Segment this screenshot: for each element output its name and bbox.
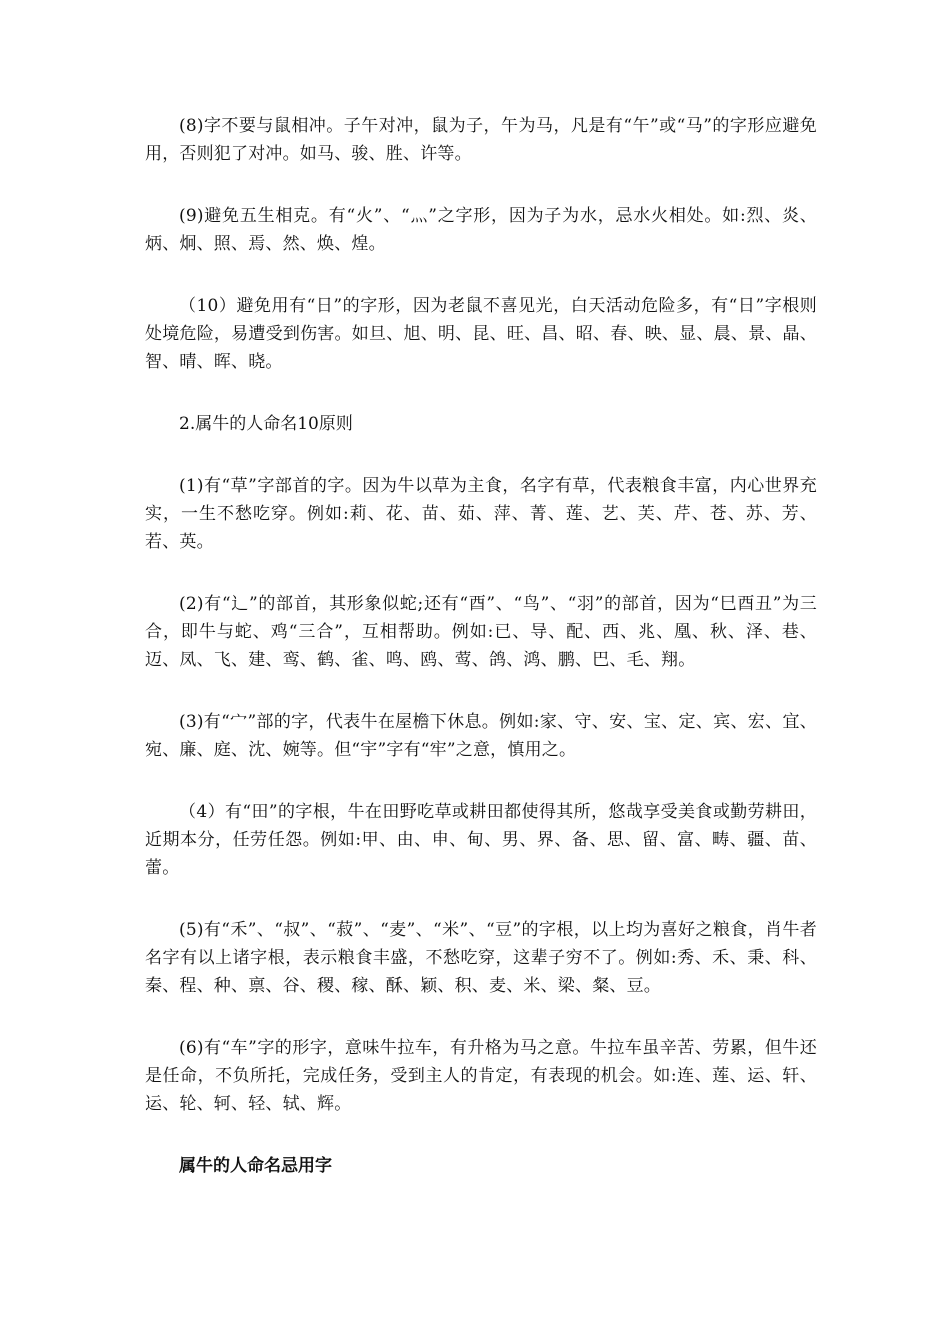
paragraph-ox-rule-3: (3)有“宀”部的字，代表牛在屋檐下休息。例如:家、守、安、宝、定、宾、宏、宜、宛、廉、庭、沈、婉等。但“宇”字有“牢”之意，慎用之。 — [145, 712, 817, 760]
document-page — [145, 112, 817, 1180]
paragraph-ox-rule-5: (5)有“禾”、“叔”、“菽”、“麦”、“米”、“豆”的字根，以上均为喜好之粮食，肖牛者名字有以上诸字根，表示粮食丰盛，不愁吃穿，这辈子穷不了。例如:秀、禾、秉、科、秦、程、种、禀、谷、稷、稼、酥、颖、积、麦、米、梁、粲、豆。 — [145, 920, 817, 996]
paragraph-ox-rule-2: (2)有“辶”的部首，其形象似蛇;还有“酉”、“鸟”、“羽”的部首，因为“巳酉丑”为三合，即牛与蛇、鸡“三合”，互相帮助。例如:已、导、配、西、兆、凰、秋、泽、巷、迈、凤、飞、建、鸾、鹤、雀、鸣、鸥、莺、鸽、鸿、鹏、巴、毛、翔。 — [145, 594, 817, 670]
paragraph-ox-rule-4: （4）有“田”的字根，牛在田野吃草或耕田都使得其所，悠哉享受美食或勤劳耕田，近期本分，任劳任怨。例如:甲、由、申、甸、男、界、备、思、留、富、畴、疆、苗、蕾。 — [145, 802, 817, 878]
paragraph-ox-rule-1: (1)有“草”字部首的字。因为牛以草为主食，名字有草，代表粮食丰富，内心世界充实，一生不愁吃穿。例如:莉、花、苗、茹、萍、菁、莲、艺、芙、芹、苍、苏、芳、若、英。 — [145, 476, 817, 552]
paragraph-rat-rule-9: (9)避免五生相克。有“火”、“灬”之字形，因为子为水，忌水火相处。如:烈、炎、炳、炯、照、焉、然、焕、煌。 — [145, 206, 817, 254]
paragraph-ox-rule-6: (6)有“车”字的形字，意味牛拉车，有升格为马之意。牛拉车虽辛苦、劳累，但牛还是任命，不负所托，完成任务，受到主人的肯定，有表现的机会。如:连、莲、运、轩、运、轮、轲、轻、轼、辉。 — [145, 1038, 817, 1114]
section-heading-ox-naming-rules: 2.属牛的人命名10原则 — [179, 414, 353, 434]
paragraph-rat-rule-10: （10）避免用有“日”的字形，因为老鼠不喜见光，白天活动危险多，有“日”字根则处境危险，易遭受到伤害。如旦、旭、明、昆、旺、昌、昭、春、映、显、晨、景、晶、智、晴、晖、晓。 — [145, 296, 817, 372]
paragraph-rat-rule-8: (8)字不要与鼠相冲。子午对冲，鼠为子，午为马，凡是有“午”或“马”的字形应避免用，否则犯了对冲。如马、骏、胜、许等。 — [145, 116, 817, 164]
bold-heading-ox-forbidden-chars: 属牛的人命名忌用字 — [179, 1156, 332, 1176]
